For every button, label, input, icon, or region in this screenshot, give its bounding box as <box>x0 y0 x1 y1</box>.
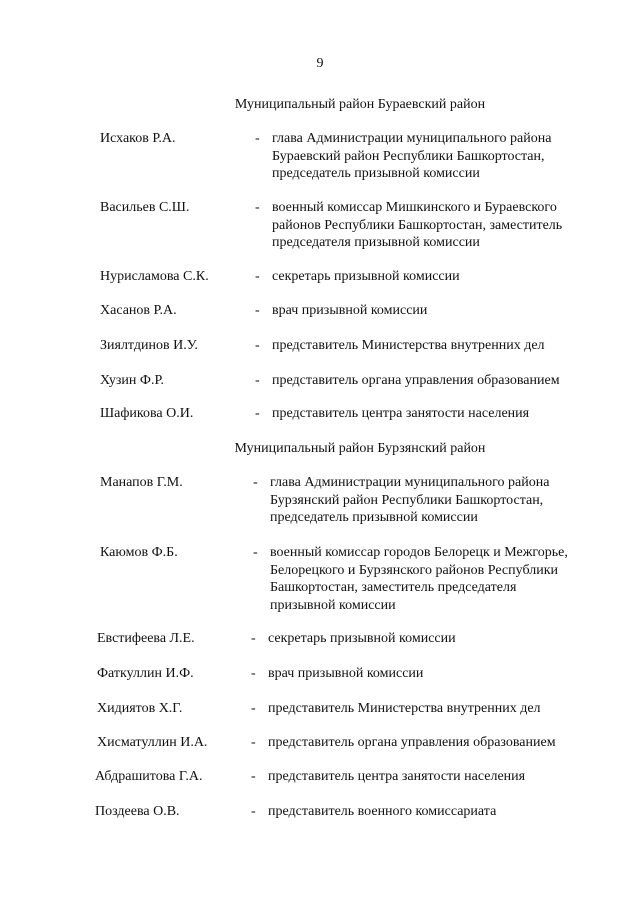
member-entry <box>0 302 640 318</box>
member-name: Исхаков Р.А. <box>100 131 176 146</box>
role-line: представитель центра занятости населения <box>272 406 530 421</box>
dash: - <box>253 545 258 560</box>
member-name: Абдрашитова Г.А. <box>95 769 203 784</box>
member-role <box>272 405 529 423</box>
member-name: Зиялтдинов И.У. <box>100 338 198 353</box>
member-name: Фаткуллин И.Ф. <box>97 666 194 681</box>
role-line: представитель центра занятости населения <box>268 769 526 784</box>
role-line: представитель Министерства внутренних дел <box>268 701 541 716</box>
role-line: врач призывной комиссии <box>268 666 424 681</box>
member-name: Хисматуллин И.А. <box>97 735 208 750</box>
member-role <box>270 544 568 614</box>
role-line: представитель органа управления образованием <box>268 735 556 750</box>
member-role <box>272 130 551 183</box>
section-heading: Муниципальный район Бурзянский район <box>234 441 486 456</box>
member-name: Каюмов Ф.Б. <box>100 545 178 560</box>
member-role <box>268 700 541 718</box>
dash: - <box>251 701 256 716</box>
member-entry <box>0 734 640 750</box>
member-entry <box>0 544 640 613</box>
dash: - <box>251 666 256 681</box>
member-entry <box>0 665 640 681</box>
role-line: Белорецкого и Бурзянского районов Республики <box>270 562 558 578</box>
role-line: военный комиссар городов Белорецк и Межгорье, <box>270 545 568 560</box>
section-heading: Муниципальный район Бураевский район <box>234 97 486 112</box>
role-line: военный комиссар Мишкинского и Бураевского <box>272 200 557 215</box>
member-name: Манапов Г.М. <box>100 475 183 490</box>
member-entry <box>0 803 640 819</box>
member-entry <box>0 700 640 716</box>
role-line: врач призывной комиссии <box>272 303 428 318</box>
member-entry <box>0 405 640 421</box>
dash: - <box>255 269 260 284</box>
dash: - <box>255 373 260 388</box>
member-role <box>268 803 496 821</box>
member-name: Шафикова О.И. <box>100 406 194 421</box>
member-role <box>270 474 549 527</box>
dash: - <box>253 475 258 490</box>
member-name: Нурисламова С.К. <box>100 269 209 284</box>
member-entry <box>0 474 640 525</box>
member-role <box>268 768 525 786</box>
member-name: Поздеева О.В. <box>95 804 180 819</box>
member-name: Хидиятов Х.Г. <box>97 701 183 716</box>
dash: - <box>251 769 256 784</box>
member-role <box>272 302 427 320</box>
member-role <box>272 199 562 252</box>
role-line: глава Администрации муниципального района <box>272 131 552 146</box>
member-name: Хузин Ф.Р. <box>100 373 164 388</box>
role-line: районов Республики Башкортостан, заместитель <box>272 217 563 233</box>
dash: - <box>251 631 256 646</box>
member-role <box>268 630 456 648</box>
page-number: 9 <box>316 56 324 71</box>
role-line: призывной комиссии <box>270 597 396 613</box>
member-role <box>272 337 545 355</box>
role-line: секретарь призывной комиссии <box>272 269 460 284</box>
role-line: представитель военного комиссариата <box>268 804 497 819</box>
dash: - <box>255 131 260 146</box>
role-line: Бурзянский район Республики Башкортостан, <box>270 492 544 508</box>
role-line: глава Администрации муниципального района <box>270 475 550 490</box>
member-entry <box>0 630 640 646</box>
role-line: Бураевский район Республики Башкортостан, <box>272 148 545 164</box>
member-name: Хасанов Р.А. <box>100 303 177 318</box>
role-line: председателя призывной комиссии <box>272 235 480 250</box>
dash: - <box>255 303 260 318</box>
dash: - <box>251 804 256 819</box>
member-name: Васильев С.Ш. <box>100 200 190 215</box>
member-role <box>268 734 556 752</box>
member-role <box>268 665 423 683</box>
member-entry <box>0 768 640 784</box>
dash: - <box>251 735 256 750</box>
role-line: секретарь призывной комиссии <box>268 631 456 646</box>
member-name: Евстифеева Л.Е. <box>97 631 195 646</box>
role-line: представитель Министерства внутренних дел <box>272 338 545 353</box>
role-line: председатель призывной комиссии <box>270 510 478 525</box>
role-line: Башкортостан, заместитель председателя <box>270 580 517 595</box>
dash: - <box>255 338 260 353</box>
member-entry <box>0 372 640 388</box>
member-role <box>272 268 460 286</box>
member-entry <box>0 337 640 353</box>
role-line: представитель органа управления образованием <box>272 373 560 388</box>
member-entry <box>0 268 640 284</box>
role-line: председатель призывной комиссии <box>272 166 480 181</box>
member-entry <box>0 130 640 181</box>
dash: - <box>255 406 260 421</box>
member-entry <box>0 199 640 250</box>
member-role <box>272 372 560 390</box>
dash: - <box>255 200 260 215</box>
